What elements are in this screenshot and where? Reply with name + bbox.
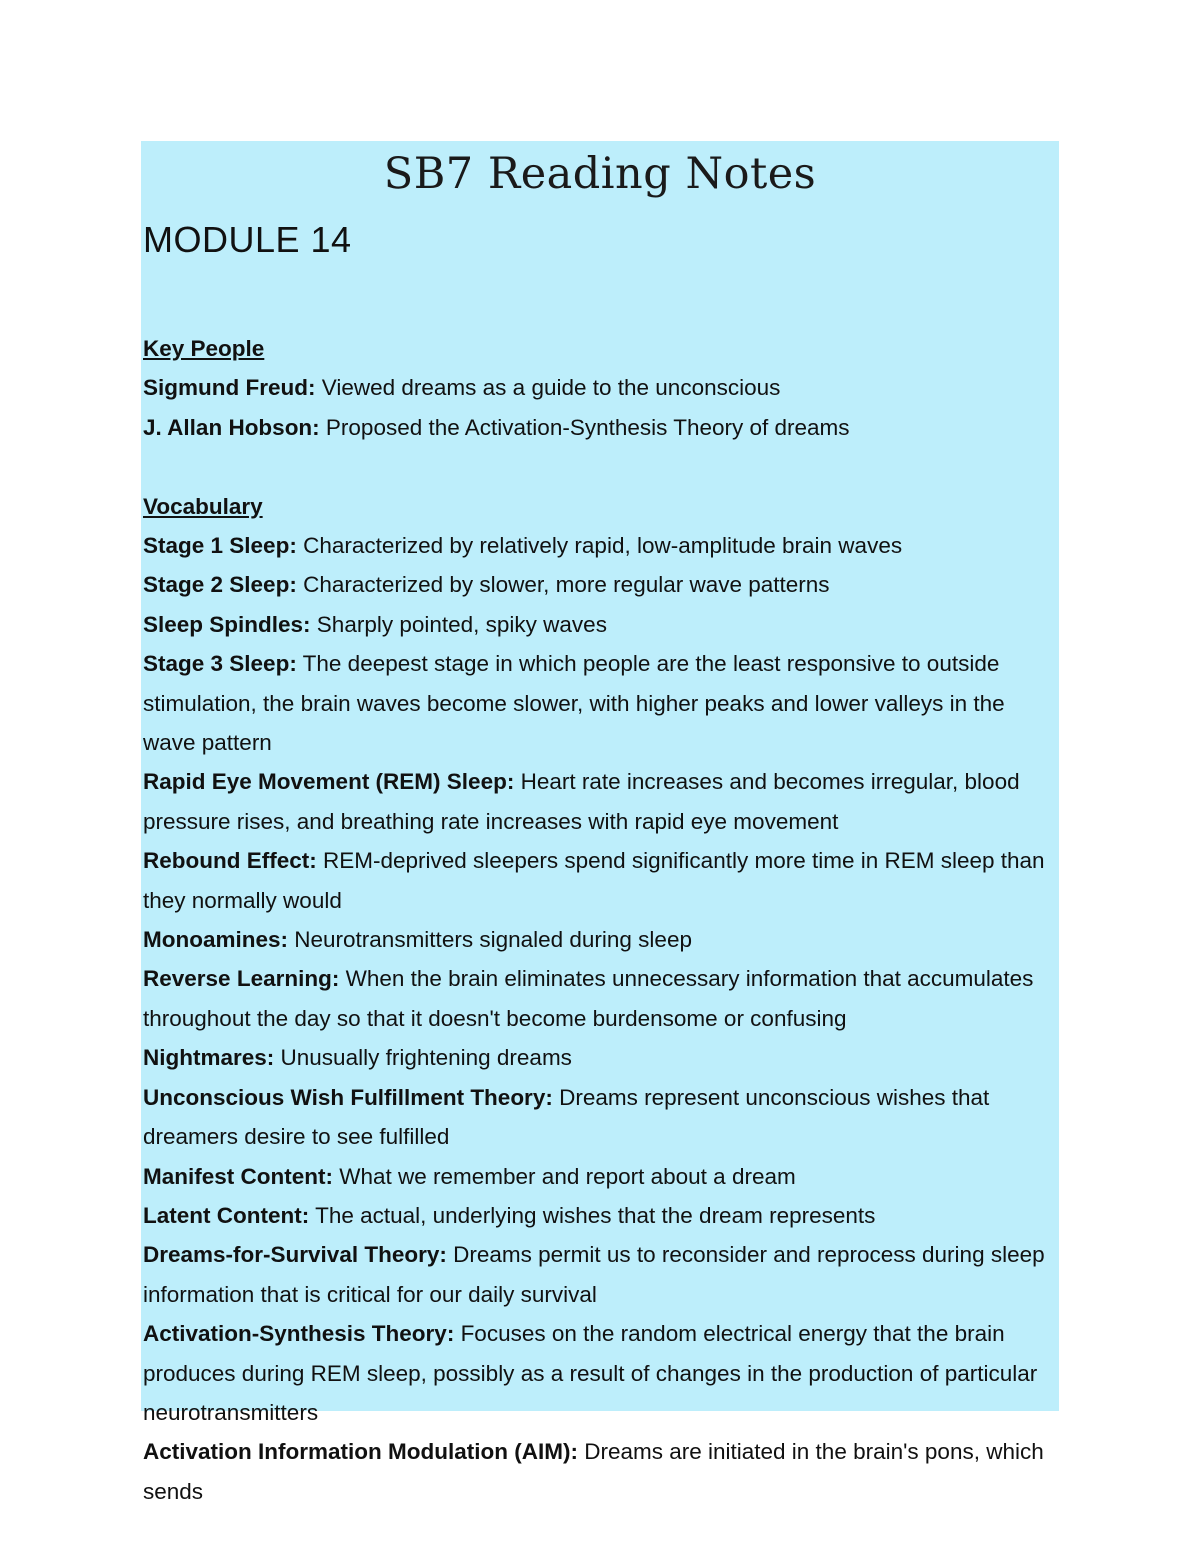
entry-definition: Characterized by relatively rapid, low-amplitude brain waves [296, 533, 903, 559]
vocab-entry-sleep-spindles [143, 605, 1057, 644]
entry-term: Monoamines: [143, 927, 289, 953]
section-heading-key-people: Key People [143, 336, 265, 361]
document-title: SB7 Reading Notes [383, 149, 817, 199]
entry-term: Activation-Synthesis Theory: [143, 1321, 455, 1347]
vocab-entry-dreams-for-survival [143, 1235, 1057, 1314]
entry-term: Sleep Spindles: [143, 611, 311, 637]
vocab-entry-stage-3-sleep [143, 644, 1057, 762]
entry-definition: When the brain eliminates unnecessary information that accumulates throughout the day so that it doesn't become burdensome or confusing [143, 966, 1034, 1031]
entry-definition: Viewed dreams as a guide to the unconscious [315, 375, 781, 401]
vocab-entry-rebound-effect [143, 841, 1057, 920]
vocab-entry-monoamines [143, 920, 1057, 959]
entry-term: J. Allan Hobson: [143, 414, 320, 440]
module-heading: MODULE 14 [143, 219, 352, 260]
entry-definition: Characterized by slower, more regular wave patterns [296, 572, 830, 598]
entry-term: Unconscious Wish Fulfillment Theory: [143, 1084, 553, 1110]
vocab-entry-unconscious-wish-fulfillment [143, 1078, 1057, 1157]
entry-definition: Dreams are initiated in the brain's pons, which sends [143, 1439, 1044, 1504]
entry-term: Rebound Effect: [143, 848, 317, 874]
entry-definition: Sharply pointed, spiky waves [310, 611, 607, 637]
entry-definition: Proposed the Activation-Synthesis Theory of dreams [319, 414, 850, 440]
notes-content [143, 329, 1057, 1511]
entry-definition: Focuses on the random electrical energy that the brain produces during REM sleep, possibly as a result of changes in the production of particular neurotransmitters [143, 1321, 1038, 1425]
notes-sheet [141, 141, 1059, 1504]
entry-definition: Unusually frightening dreams [274, 1045, 572, 1071]
entry-sigmund-freud [143, 368, 1057, 407]
entry-term: Stage 2 Sleep: [143, 572, 297, 598]
vocab-entry-activation-synthesis [143, 1314, 1057, 1432]
entry-term: Reverse Learning: [143, 966, 340, 992]
entry-term: Activation Information Modulation (AIM): [143, 1439, 578, 1465]
entry-term: Sigmund Freud: [143, 375, 316, 401]
entry-definition: REM-deprived sleepers spend significantly more time in REM sleep than they normally would [143, 848, 1045, 913]
entry-definition: Neurotransmitters signaled during sleep [288, 927, 692, 953]
vocab-entry-manifest-content [143, 1157, 1057, 1196]
vocab-entry-aim [143, 1432, 1057, 1511]
entry-definition: Dreams permit us to reconsider and reprocess during sleep information that is critical for our daily survival [143, 1242, 1045, 1307]
vocab-entry-rem-sleep [143, 762, 1057, 841]
entry-term: Latent Content: [143, 1202, 310, 1228]
entry-term: Rapid Eye Movement (REM) Sleep: [143, 769, 515, 795]
entry-definition: What we remember and report about a dream [333, 1163, 796, 1189]
entry-definition: The actual, underlying wishes that the dream represents [309, 1202, 876, 1228]
section-heading-vocabulary: Vocabulary [143, 493, 263, 519]
entry-definition: Dreams represent unconscious wishes that dreamers desire to see fulfilled [143, 1084, 990, 1150]
vocab-entry-stage-2-sleep [143, 565, 1057, 604]
entry-allan-hobson [143, 408, 1057, 447]
section-spacer [143, 447, 1057, 486]
entry-term: Nightmares: [143, 1045, 275, 1071]
vocab-entry-latent-content [143, 1196, 1057, 1235]
vocab-entry-stage-1-sleep [143, 526, 1057, 565]
entry-term: Manifest Content: [143, 1163, 333, 1189]
entry-term: Dreams-for-Survival Theory: [143, 1242, 447, 1268]
entry-term: Stage 1 Sleep: [143, 533, 297, 559]
entry-definition: Heart rate increases and becomes irregular, blood pressure rises, and breathing rate increases with rapid eye movement [143, 769, 1020, 834]
vocab-entry-nightmares [143, 1038, 1057, 1077]
vocab-entry-reverse-learning [143, 959, 1057, 1038]
entry-term: Stage 3 Sleep: [143, 651, 297, 677]
entry-definition: The deepest stage in which people are the least responsive to outside stimulation, the brain waves become slower, with higher peaks and lower valleys in the wave pattern [143, 651, 1005, 756]
